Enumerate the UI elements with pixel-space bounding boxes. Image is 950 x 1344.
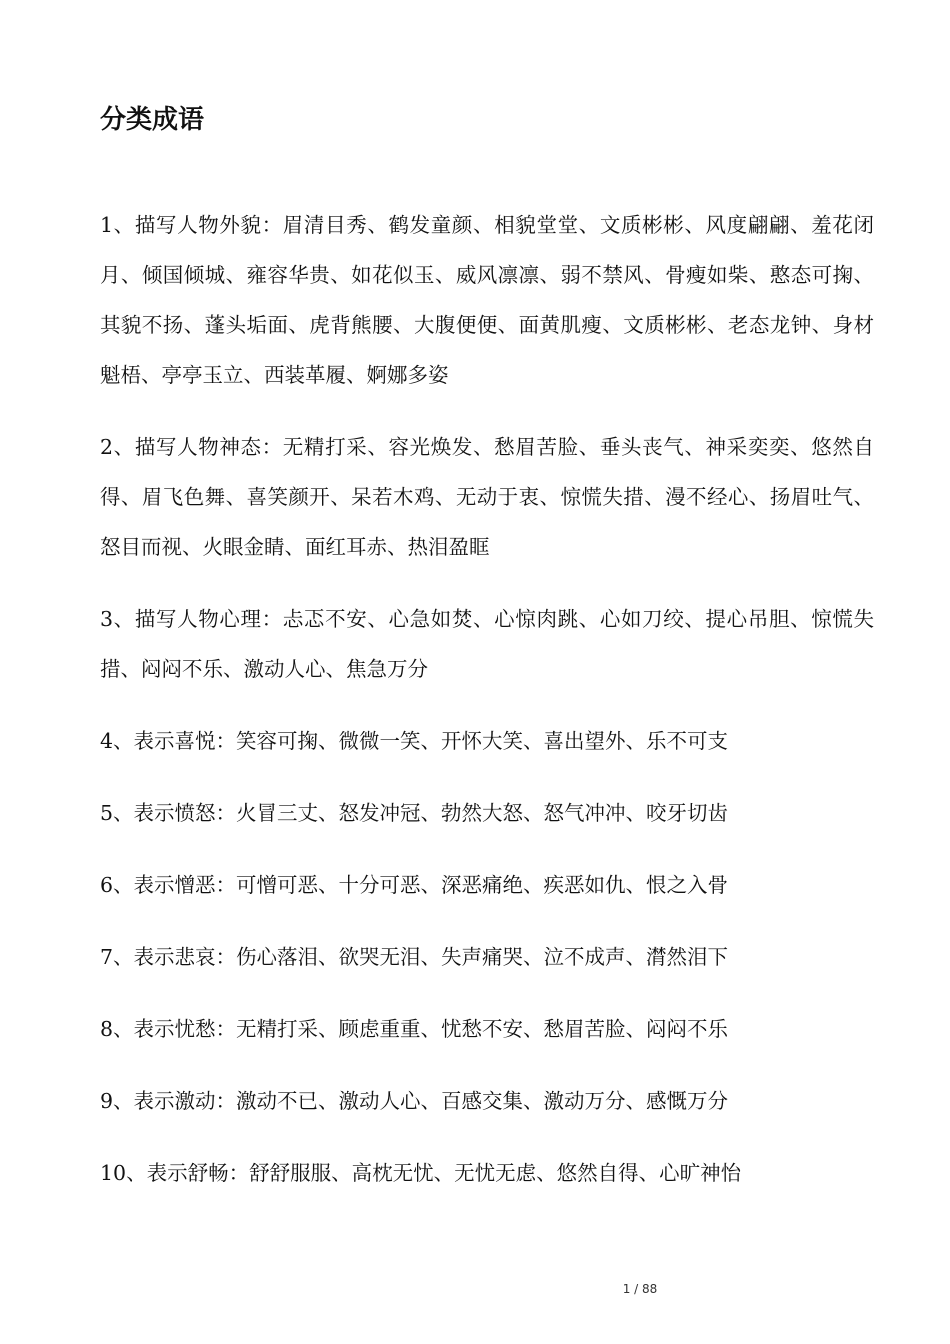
list-item — [100, 1076, 874, 1126]
item-separator: 、 — [113, 729, 134, 753]
item-number: 6 — [100, 873, 114, 897]
item-separator: 、 — [113, 435, 135, 459]
item-number: 3 — [100, 607, 114, 631]
page-footer — [0, 1282, 950, 1296]
list-item — [100, 422, 874, 572]
item-text: 描写人物外貌：眉清目秀、鹤发童颜、相貌堂堂、文质彬彬、风度翩翩、羞花闭月、倾国倾城、雍容华贵、如花似玉、威风凛凛、弱不禁风、骨瘦如柴、憨态可掬、其貌不扬、蓬头垢面、虎背熊腰、大腹便便、面黄肌瘦、文质彬彬、老态龙钟、身材魁梧、亭亭玉立、西装革履、婀娜多姿 — [100, 213, 875, 387]
item-text: 表示愤怒：火冒三丈、怒发冲冠、勃然大怒、怒气冲冲、咬牙切齿 — [133, 801, 729, 825]
item-text: 描写人物心理：忐忑不安、心急如焚、心惊肉跳、心如刀绞、提心吊胆、惊慌失措、闷闷不乐、激动人心、焦急万分 — [100, 607, 875, 681]
item-separator: 、 — [113, 945, 134, 969]
item-number: 8 — [100, 1017, 114, 1041]
item-number: 4 — [100, 729, 114, 753]
idiom-list — [100, 200, 874, 1220]
page-title: 分类成语 — [100, 105, 205, 135]
item-number: 10 — [100, 1161, 127, 1185]
item-text: 表示喜悦：笑容可掬、微微一笑、开怀大笑、喜出望外、乐不可支 — [133, 729, 729, 753]
item-number: 9 — [100, 1089, 114, 1113]
item-number: 7 — [100, 945, 114, 969]
item-separator: 、 — [113, 1089, 134, 1113]
item-text: 描写人物神态：无精打采、容光焕发、愁眉苦脸、垂头丧气、神采奕奕、悠然自得、眉飞色舞、喜笑颜开、呆若木鸡、无动于衷、惊慌失措、漫不经心、扬眉吐气、怒目而视、火眼金睛、面红耳赤、热泪盈眶 — [100, 435, 875, 559]
item-separator: 、 — [113, 213, 135, 237]
list-item — [100, 716, 874, 766]
item-separator: 、 — [113, 873, 134, 897]
item-separator: 、 — [113, 607, 135, 631]
item-text: 表示激动：激动不已、激动人心、百感交集、激动万分、感慨万分 — [133, 1089, 729, 1113]
item-text: 表示憎恶：可憎可恶、十分可恶、深恶痛绝、疾恶如仇、恨之入骨 — [133, 873, 729, 897]
list-item — [100, 200, 874, 400]
page-indicator: 1 / 88 — [622, 1282, 658, 1296]
item-separator: 、 — [113, 801, 134, 825]
item-separator: 、 — [113, 1017, 134, 1041]
list-item — [100, 788, 874, 838]
item-text: 表示悲哀：伤心落泪、欲哭无泪、失声痛哭、泣不成声、潸然泪下 — [133, 945, 729, 969]
item-text: 表示忧愁：无精打采、顾虑重重、忧愁不安、愁眉苦脸、闷闷不乐 — [133, 1017, 729, 1041]
item-text: 表示舒畅：舒舒服服、高枕无忧、无忧无虑、悠然自得、心旷神怡 — [146, 1161, 742, 1185]
list-item — [100, 932, 874, 982]
item-number: 5 — [100, 801, 114, 825]
item-number: 1 — [100, 213, 114, 237]
list-item — [100, 860, 874, 910]
list-item — [100, 1004, 874, 1054]
item-number: 2 — [100, 435, 114, 459]
item-separator: 、 — [126, 1161, 147, 1185]
list-item — [100, 594, 874, 694]
list-item — [100, 1148, 874, 1198]
